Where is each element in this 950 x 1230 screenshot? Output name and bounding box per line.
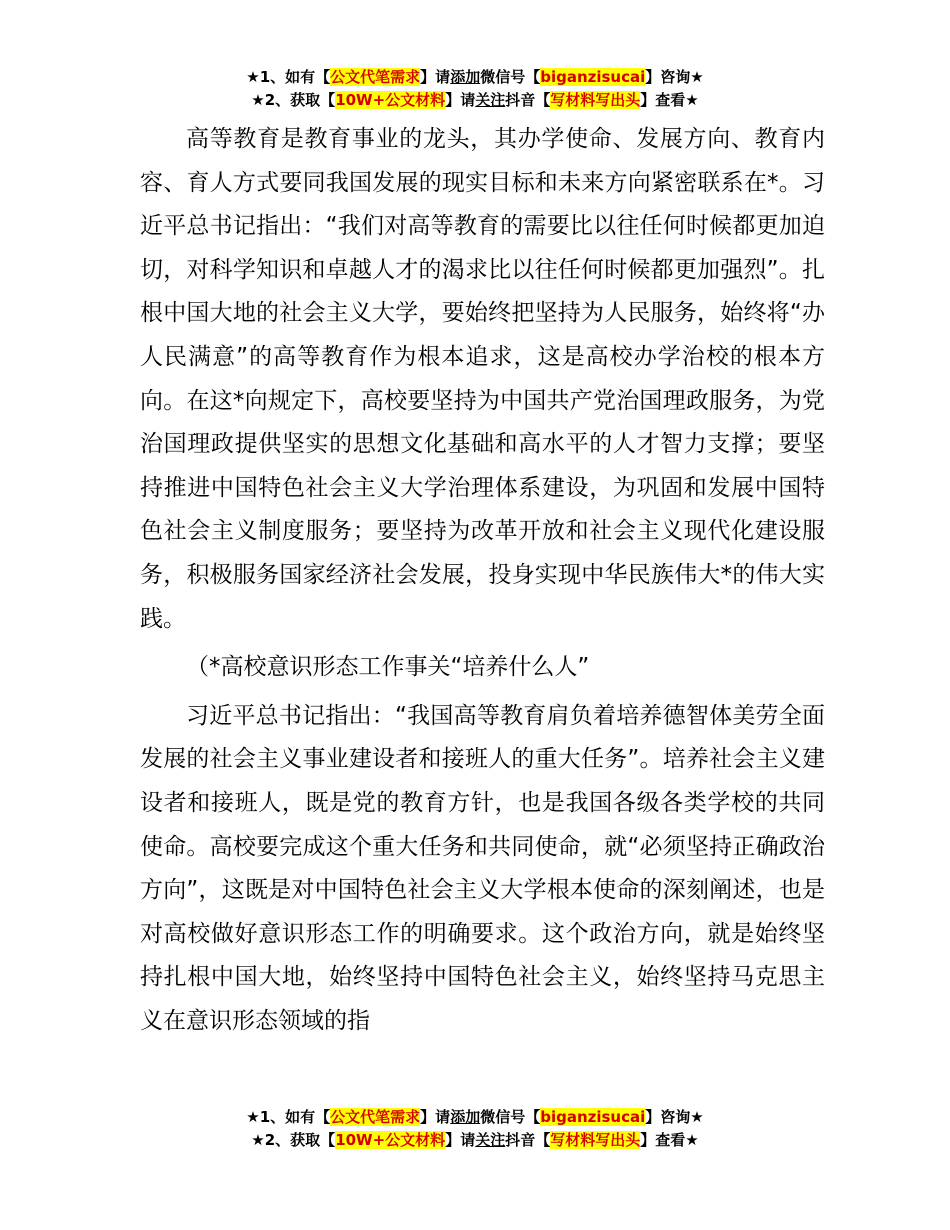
header-line-1-prefix: ★1、如有【: [246, 68, 331, 86]
footer-line-2-highlight-douyin: 写材料写出头: [550, 1131, 641, 1149]
header-line-1-highlight-wechat: biganzisucai: [540, 68, 646, 86]
footer-line-1-emphasis: 添加: [450, 1108, 481, 1126]
header-line-1-mid2: 微信号【: [480, 68, 541, 86]
section-heading: （*高校意识形态工作事关“培养什么人”: [186, 654, 590, 681]
header-line-1-suffix: 】咨询★: [645, 68, 704, 86]
footer-line-1-prefix: ★1、如有【: [246, 1108, 331, 1126]
header-line-2-mid: 】请: [445, 91, 476, 109]
footer-line-1-highlight-wechat: biganzisucai: [540, 1108, 646, 1126]
body-paragraph-2: 习近平总书记指出：“我国高等教育肩负着培养德智体美劳全面发展的社会主义事业建设者和接班人的重大任务”。培养社会主义建设者和接班人，既是党的教育方针，也是我国各级各类学校的共同使命。高校要完成这个重大任务和共同使命，就“必须坚持正确政治方向”，这既是对中国特色社会主义大学根本使命的深刻阐述，也是对高校做好意识形态工作的明确要求。这个政治方向，就是始终坚持扎根中国大地，始终坚持中国特色社会主义，始终坚持马克思主义在意识形态领域的指: [140, 702, 825, 1034]
footer-line-1-mid: 】请: [420, 1108, 451, 1126]
footer-line-2-highlight-materials: 10W+公文材料: [335, 1131, 446, 1149]
header-line-2-prefix: ★2、获取【: [251, 91, 336, 109]
footer-line-1: [0, 1106, 950, 1129]
footer-line-2-emphasis: 关注: [475, 1131, 506, 1149]
header-line-2-emphasis: 关注: [475, 91, 506, 109]
footer-line-2-prefix: ★2、获取【: [251, 1131, 336, 1149]
footer-line-1-mid2: 微信号【: [480, 1108, 541, 1126]
header-line-2-highlight-douyin: 写材料写出头: [550, 91, 641, 109]
footer-line-1-highlight-service: 公文代笔需求: [330, 1108, 421, 1126]
header-line-1-highlight-service: 公文代笔需求: [330, 68, 421, 86]
header-line-2-mid2: 抖音【: [505, 91, 551, 109]
header-line-1-emphasis: 添加: [450, 68, 481, 86]
header-line-2-suffix: 】查看★: [640, 91, 699, 109]
body-paragraph-1: 高等教育是教育事业的龙头，其办学使命、发展方向、教育内容、育人方式要同我国发展的现实目标和未来方向紧密联系在*。习近平总书记指出：“我们对高等教育的需要比以往任何时候都更加迫切，对科学知识和卓越人才的渴求比以往任何时候都更加强烈”。扎根中国大地的社会主义大学，要始终把坚持为人民服务，始终将“办人民满意”的高等教育作为根本追求，这是高校办学治校的根本方向。在这*向规定下，高校要坚持为中国共产党治国理政服务，为党治国理政提供坚实的思想文化基础和高水平的人才智力支撑；要坚持推进中国特色社会主义大学治理体系建设，为巩固和发展中国特色社会主义制度服务；要坚持为改革开放和社会主义现代化建设服务，积极服务国家经济社会发展，投身实现中华民族伟大*的伟大实践。: [140, 126, 825, 632]
footer-line-1-suffix: 】咨询★: [645, 1108, 704, 1126]
header-line-2: [0, 89, 950, 112]
footer-line-2: [0, 1129, 950, 1152]
header-banner: [0, 66, 950, 112]
document-body: [140, 118, 825, 1043]
header-line-1: [0, 66, 950, 89]
footer-line-2-mid2: 抖音【: [505, 1131, 551, 1149]
footer-line-2-mid: 】请: [445, 1131, 476, 1149]
header-line-2-highlight-materials: 10W+公文材料: [335, 91, 446, 109]
footer-line-2-suffix: 】查看★: [640, 1131, 699, 1149]
footer-banner: [0, 1106, 950, 1152]
header-line-1-mid: 】请: [420, 68, 451, 86]
